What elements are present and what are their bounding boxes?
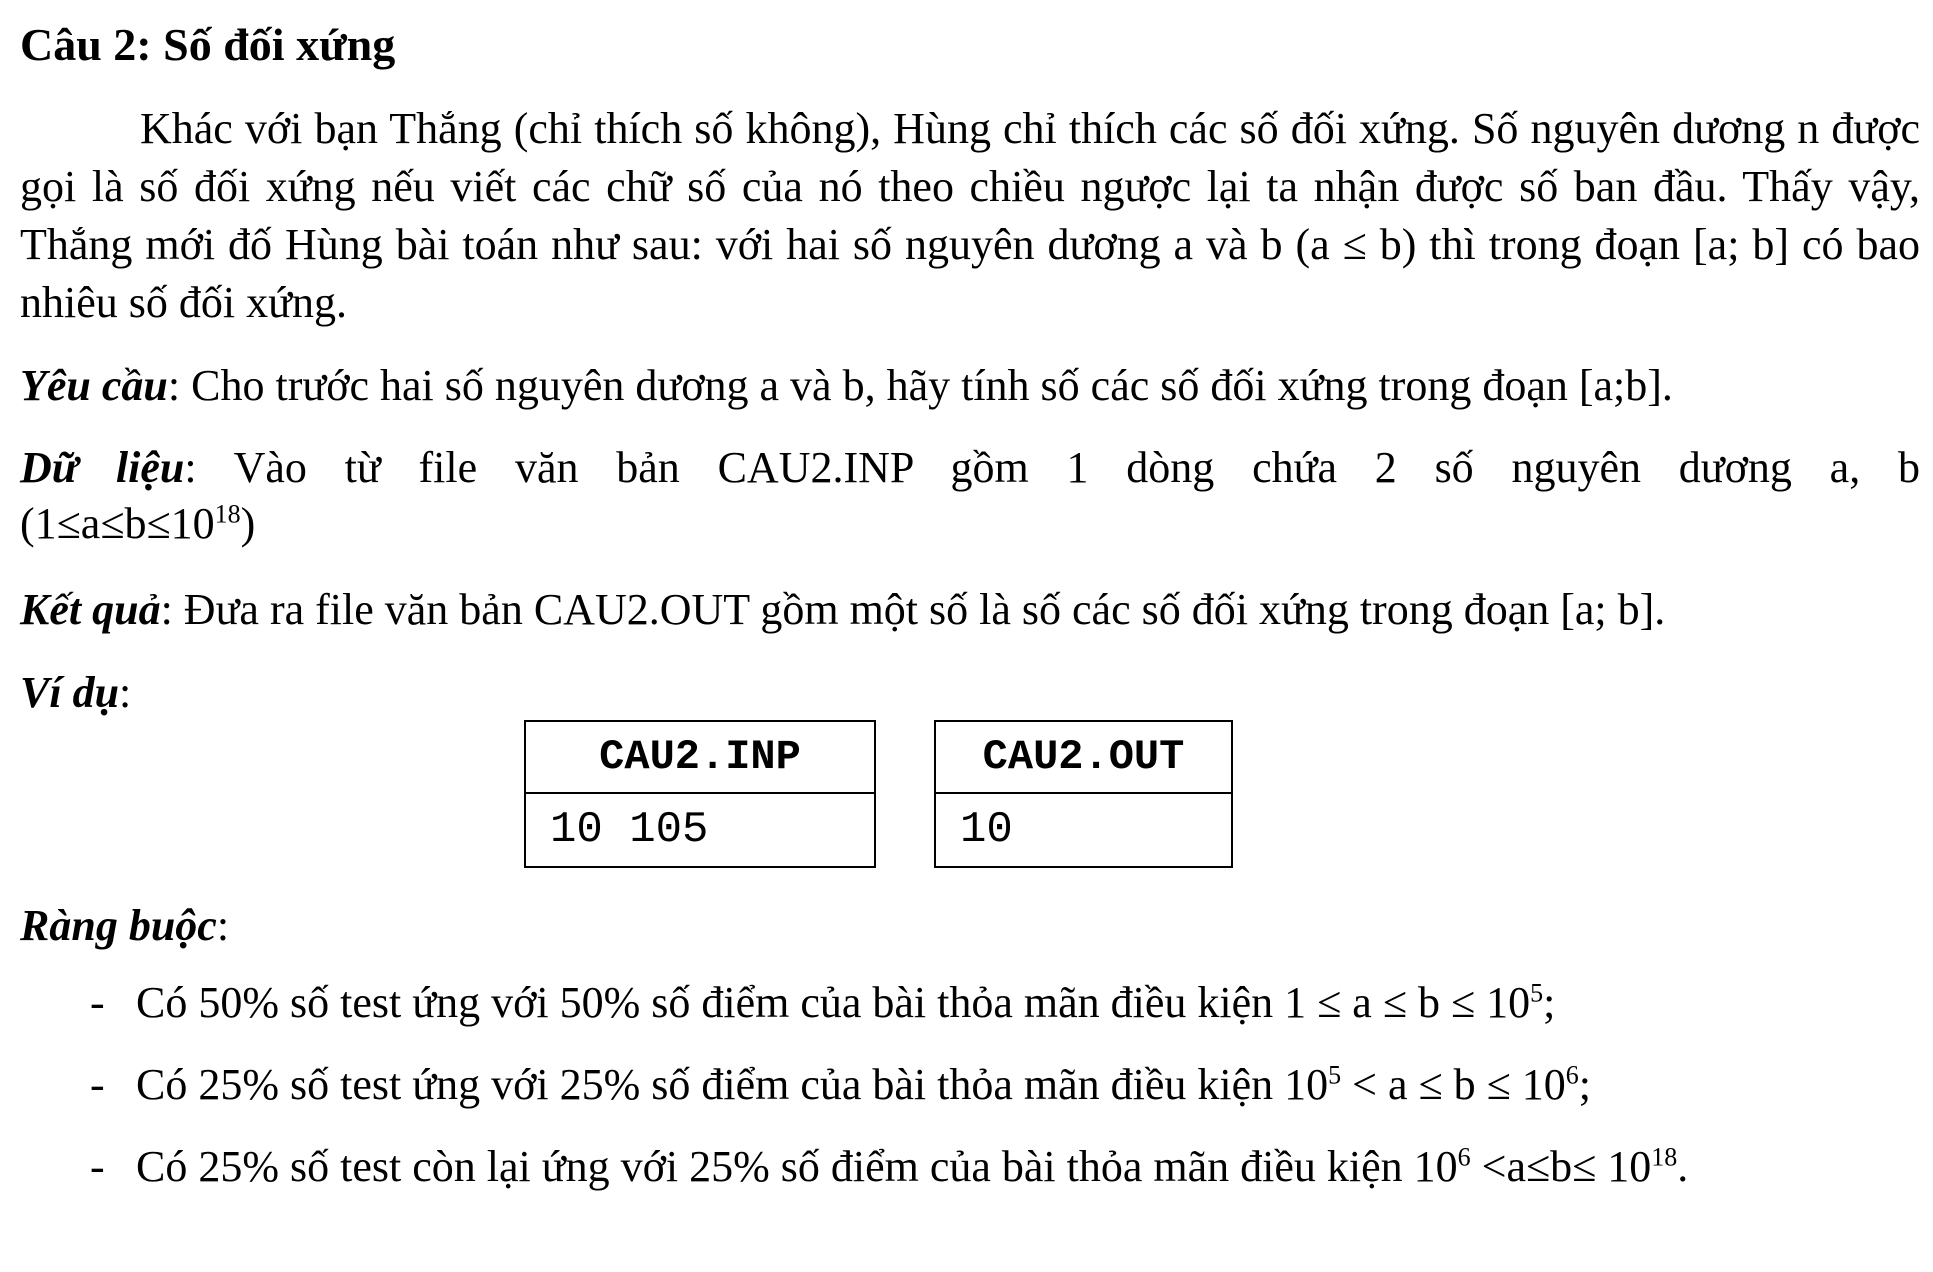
requirement-label: Yêu cầu: [20, 361, 168, 410]
constraint-exponent: 5: [1530, 978, 1544, 1008]
constraint-mid: <a≤b≤ 10: [1470, 1142, 1652, 1191]
input-constraint: [20, 496, 1920, 552]
bullet-dash: -: [90, 978, 105, 1027]
requirement-text: : Cho trước hai số nguyên dương a và b, hãy tính số các số đối xứng trong đoạn [a;b].: [167, 361, 1673, 410]
constraint-item: [90, 1139, 1930, 1221]
example-label: Ví dụ: [20, 668, 120, 717]
constraint-text: Có 25% số test ứng với 25% số điểm của bài thỏa mãn điều kiện 10: [136, 1060, 1329, 1109]
constraints-heading: [20, 898, 1920, 954]
constraint-end: ;: [1578, 1060, 1592, 1109]
constraint-text: Có 50% số test ứng với 50% số điểm của bài thỏa mãn điều kiện 1 ≤ a ≤ b ≤ 10: [136, 978, 1531, 1027]
input-constraint-base: (1≤a≤b≤10: [20, 499, 215, 548]
input-constraint-exponent: 18: [214, 499, 241, 529]
constraint-exponent-2: 18: [1651, 1142, 1678, 1172]
output-label: Kết quả: [20, 585, 161, 634]
constraints-colon: :: [216, 901, 230, 950]
problem-title: Câu 2: Số đối xứng: [20, 19, 396, 70]
constraint-end: ;: [1543, 978, 1556, 1027]
input-section: [20, 440, 1920, 552]
bullet-dash: -: [90, 1060, 105, 1109]
input-text: : Vào từ file văn bản CAU2.INP gồm 1 dòng chứa 2 số nguyên dương a, b: [184, 443, 1920, 492]
example-heading: [20, 665, 1920, 721]
output-text: : Đưa ra file văn bản CAU2.OUT gồm một số là số các số đối xứng trong đoạn [a; b].: [160, 585, 1666, 634]
constraint-mid: < a ≤ b ≤ 10: [1341, 1060, 1566, 1109]
bullet-dash: -: [90, 1142, 105, 1191]
constraint-item: [90, 975, 1930, 1057]
example-input-table: [524, 720, 876, 868]
input-file-value: 10 105: [525, 793, 875, 867]
constraints-label: Ràng buộc: [20, 901, 217, 950]
output-section: [20, 582, 1920, 638]
input-label: Dữ liệu: [20, 443, 185, 492]
constraint-end: .: [1677, 1142, 1689, 1191]
example-output-table: [934, 720, 1233, 868]
constraint-exponent-2: 6: [1565, 1060, 1579, 1090]
example-colon: :: [119, 668, 132, 717]
requirement-section: [20, 358, 1920, 414]
problem-intro: [20, 100, 1920, 332]
input-line-1: [20, 440, 1920, 496]
constraints-list: [90, 975, 1930, 1221]
input-file-header: CAU2.INP: [525, 721, 875, 793]
intro-text: Khác với bạn Thắng (chỉ thích số không), Hùng chỉ thích các số đối xứng. Số nguyên dương n được gọi là số đối xứng nếu viết các chữ số của nó theo chiều ngược lại ta nhận được số ban đầu. Thấy vậy, Thắng mới đố Hùng bài toán như sau: với hai số nguyên dương a và b (a ≤ b) thì trong đoạn [a; b] có bao nhiêu số đối xứng.: [20, 104, 1920, 327]
output-file-header: CAU2.OUT: [935, 721, 1232, 793]
constraint-exponent: 5: [1328, 1060, 1342, 1090]
constraint-exponent: 6: [1457, 1142, 1471, 1172]
output-file-value: 10: [935, 793, 1232, 867]
constraint-text: Có 25% số test còn lại ứng với 25% số điểm của bài thỏa mãn điều kiện 10: [136, 1142, 1458, 1191]
input-constraint-end: ): [240, 499, 256, 548]
constraint-item: [90, 1057, 1930, 1139]
